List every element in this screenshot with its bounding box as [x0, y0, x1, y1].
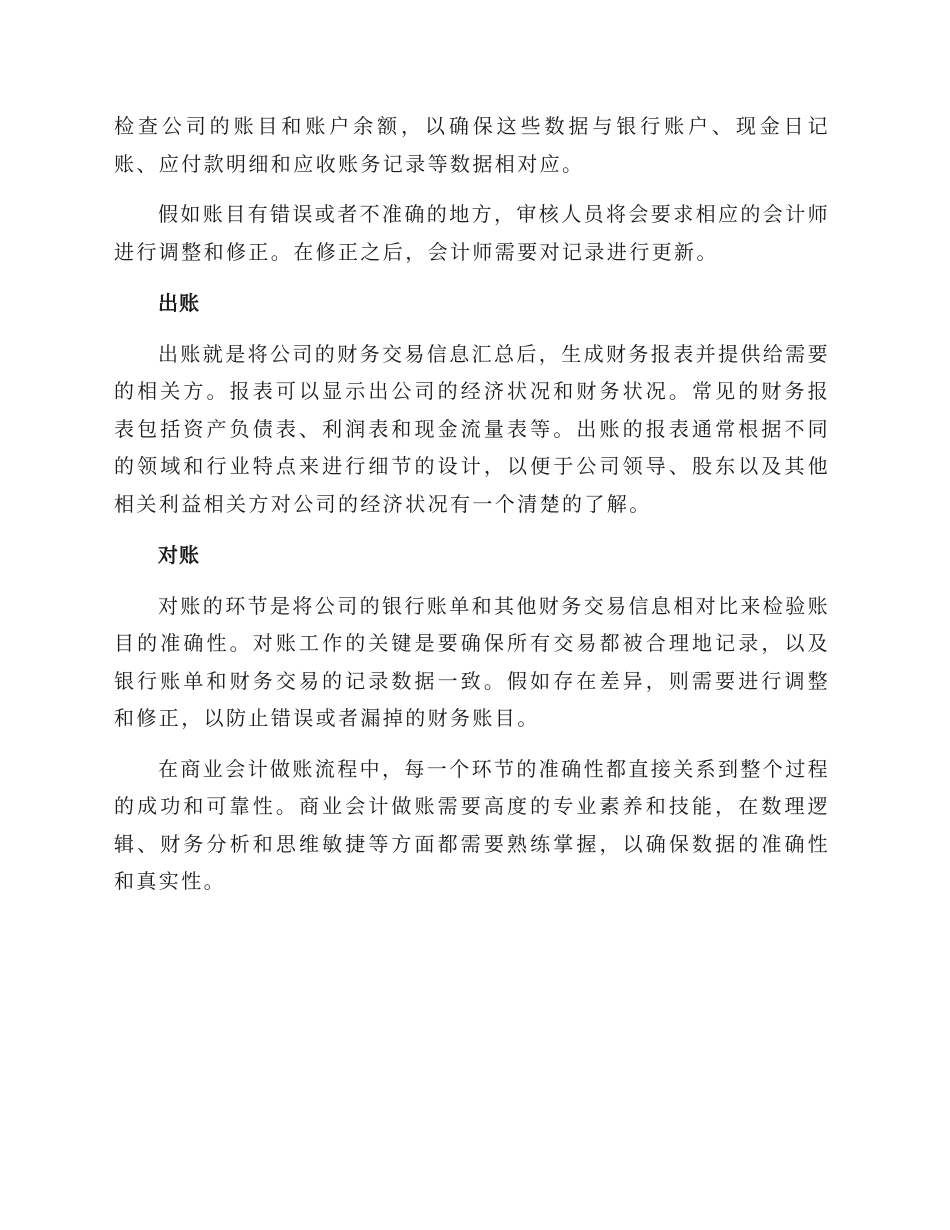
paragraph-conclusion: 在商业会计做账流程中，每一个环节的准确性都直接关系到整个过程的成功和可靠性。商业会计做账需要高度的专业素养和技能，在数理逻辑、财务分析和思维敏捷等方面都需要熟练掌握，以确保数据的准确性和真实性。 [114, 756, 830, 893]
document-page [114, 108, 830, 901]
paragraph-billing: 出账就是将公司的财务交易信息汇总后，生成财务报表并提供给需要的相关方。报表可以显示出公司的经济状况和财务状况。常见的财务报表包括资产负债表、利润表和现金流量表等。出账的报表通常根据不同的领域和行业特点来进行细节的设计，以便于公司领导、股东以及其他相关利益相关方对公司的经济状况有一个清楚的了解。 [114, 341, 830, 516]
paragraph-correction: 假如账目有错误或者不准确的地方，审核人员将会要求相应的会计师进行调整和修正。在修正之后，会计师需要对记录进行更新。 [114, 202, 830, 264]
paragraph-reconciliation: 对账的环节是将公司的银行账单和其他财务交易信息相对比来检验账目的准确性。对账工作的关键是要确保所有交易都被合理地记录，以及银行账单和财务交易的记录数据一致。假如存在差异，则需要进行调整和修正，以防止错误或者漏掉的财务账目。 [114, 593, 830, 730]
paragraph-account-check: 检查公司的账目和账户余额，以确保这些数据与银行账户、现金日记账、应付款明细和应收账务记录等数据相对应。 [114, 114, 830, 176]
section-heading-billing: 出账 [158, 291, 200, 315]
section-heading-reconciliation: 对账 [158, 543, 200, 567]
